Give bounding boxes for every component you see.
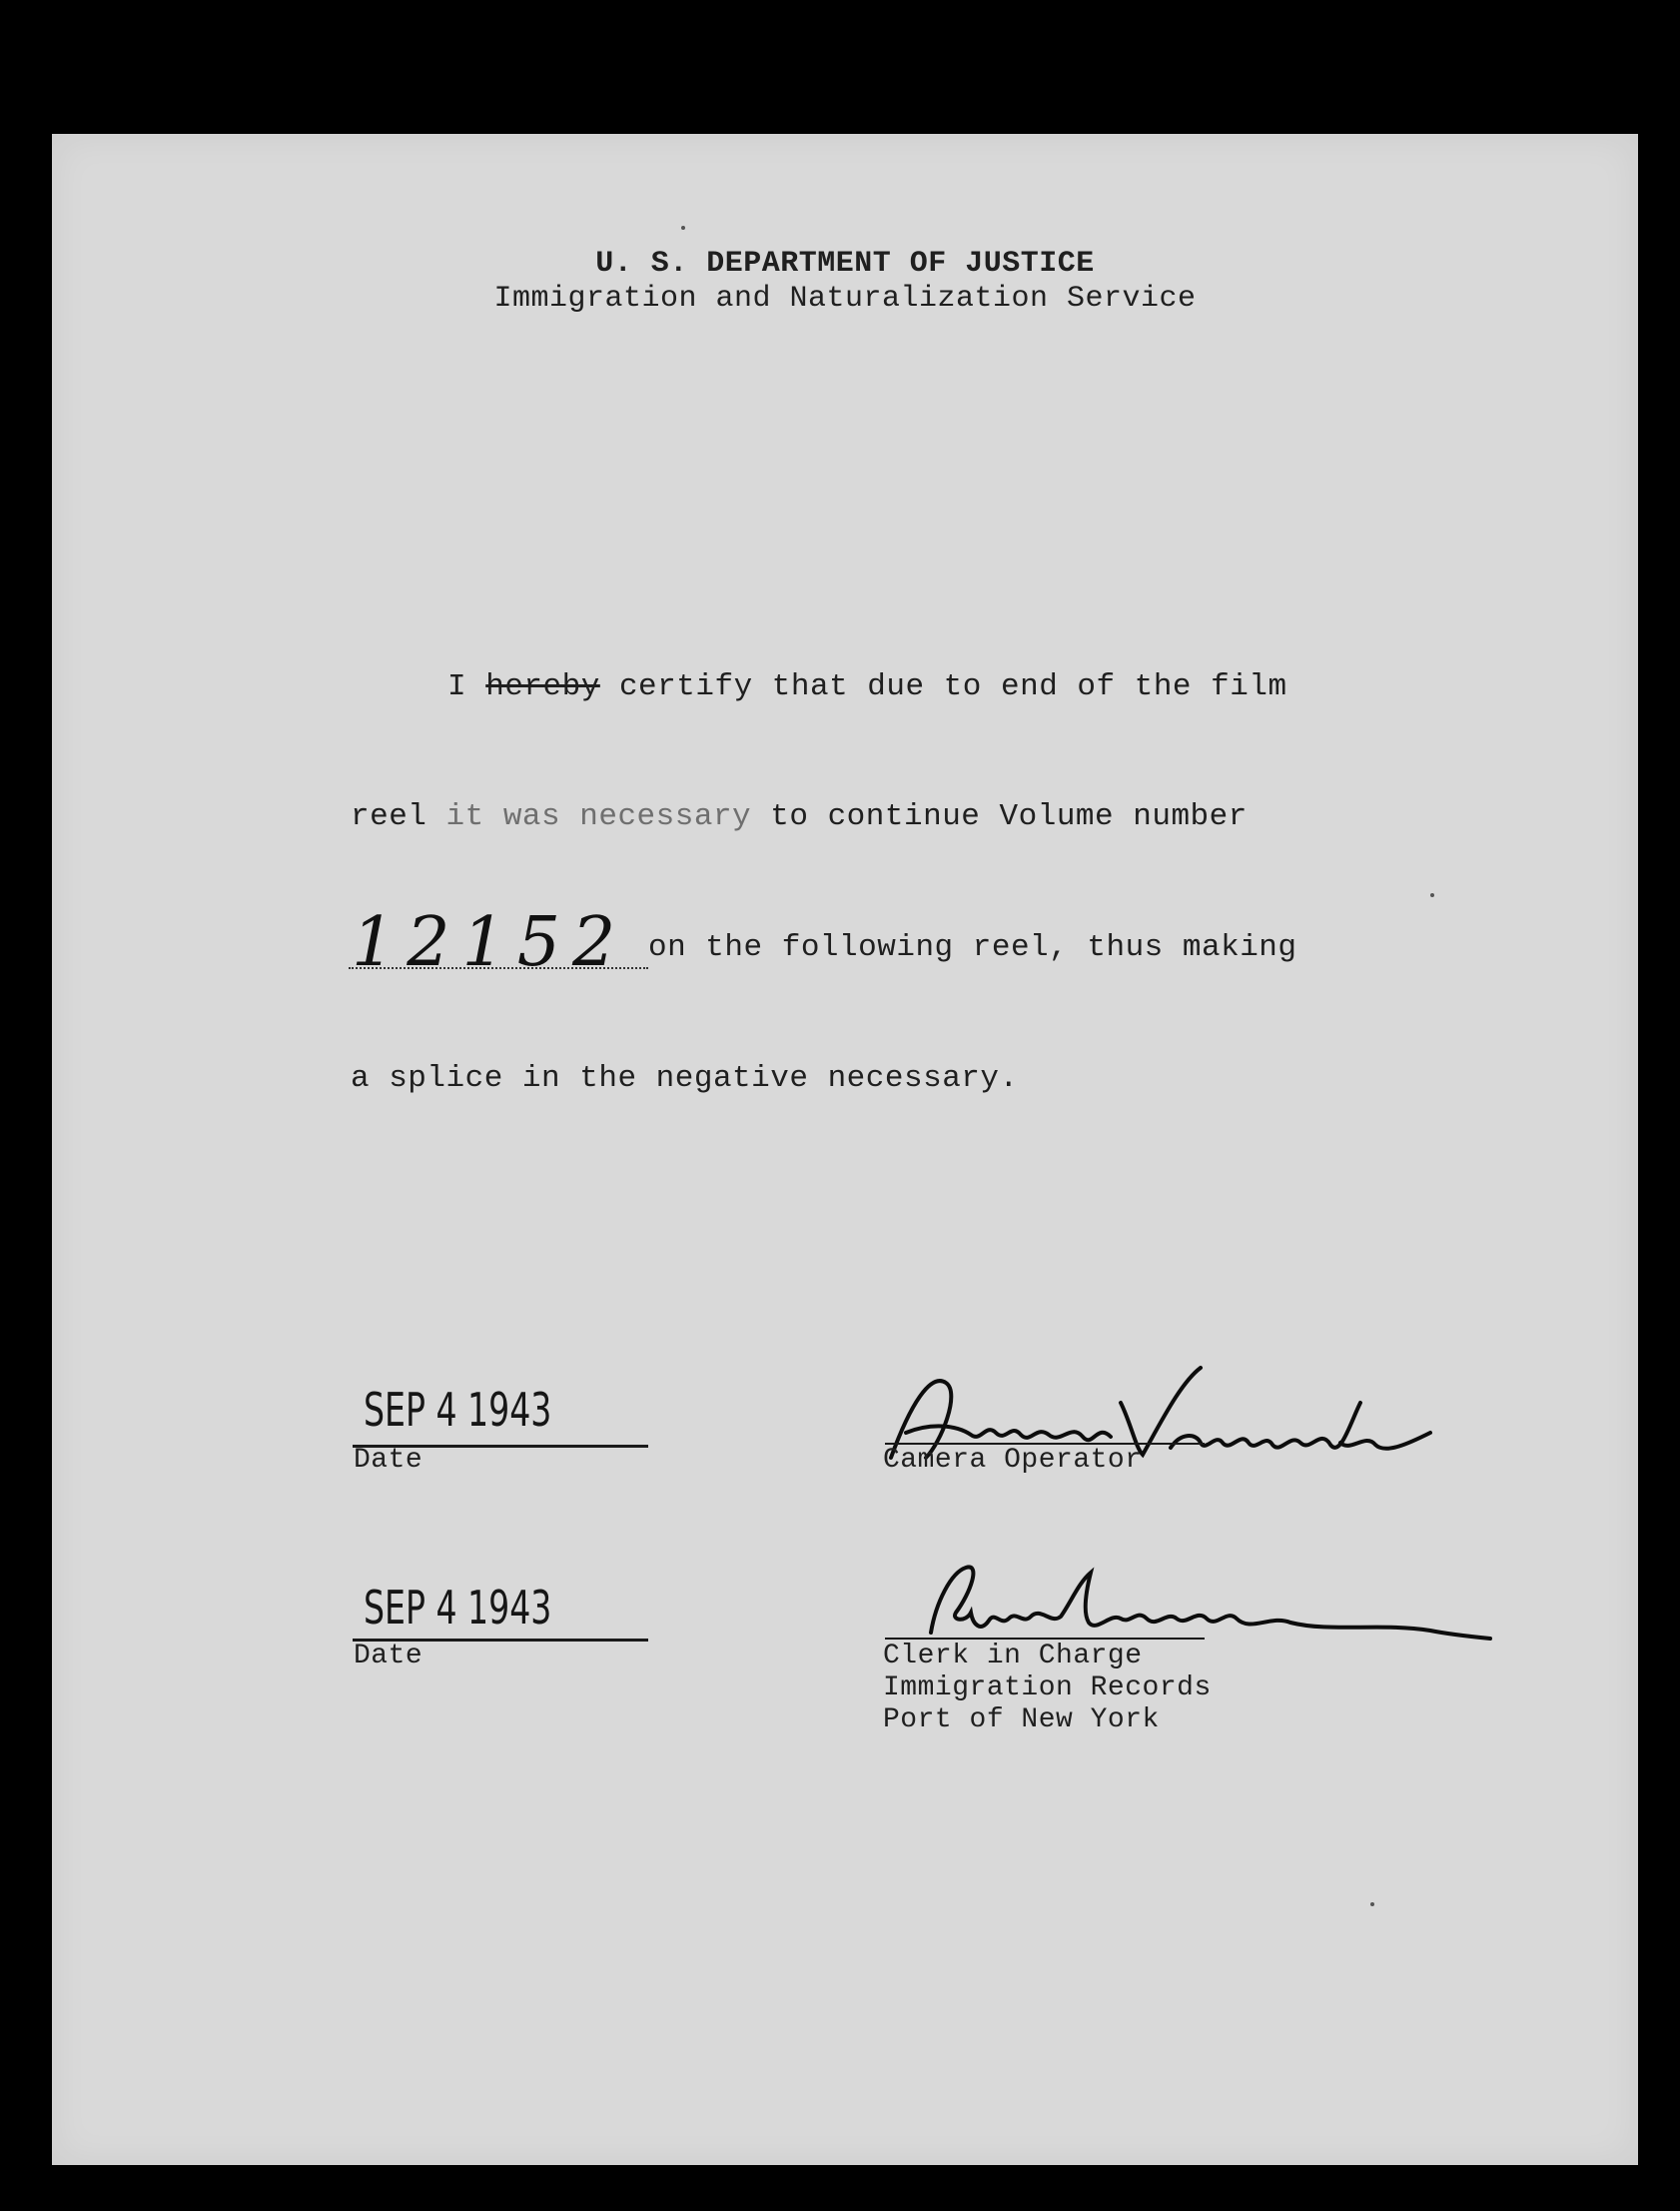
paper-speck [1430,893,1434,897]
certificate-line-4: a splice in the negative necessary. [351,1061,1019,1096]
clerk-title-line-1: Clerk in Charge [883,1641,1143,1671]
camera-operator-title: Camera Operator [883,1445,1143,1476]
line2-start: reel [351,799,446,834]
line2-faint: it was necessary [445,799,752,834]
line1-rest: certify that due to end of the film [599,669,1287,704]
certificate-line-2 [351,799,1248,834]
department-heading: U. S. DEPARTMENT OF JUSTICE [595,247,1095,281]
clerk-title-line-3: Port of New York [883,1704,1160,1735]
paper-speck [1370,1902,1374,1906]
signature-rule-2 [885,1638,1205,1640]
paper-speck [681,226,685,230]
line2-rest: to continue Volume number [751,799,1248,834]
service-subheading: Immigration and Naturalization Service [493,282,1197,316]
volume-underline [349,967,648,969]
date-label-2: Date [354,1641,423,1671]
line1-struck-word: hereby [485,669,600,704]
clerk-title-line-2: Immigration Records [883,1672,1212,1703]
document-page [52,134,1638,2165]
date-stamp-2: SEP 4 1943 [364,1581,552,1635]
line1-prefix: I [447,669,486,704]
certificate-line-3: on the following reel, thus making [648,930,1297,965]
volume-number-handwritten: 12152 [352,903,628,982]
date-label-1: Date [354,1445,423,1476]
date-stamp-1: SEP 4 1943 [364,1383,552,1437]
certificate-line-1 [447,669,1287,704]
